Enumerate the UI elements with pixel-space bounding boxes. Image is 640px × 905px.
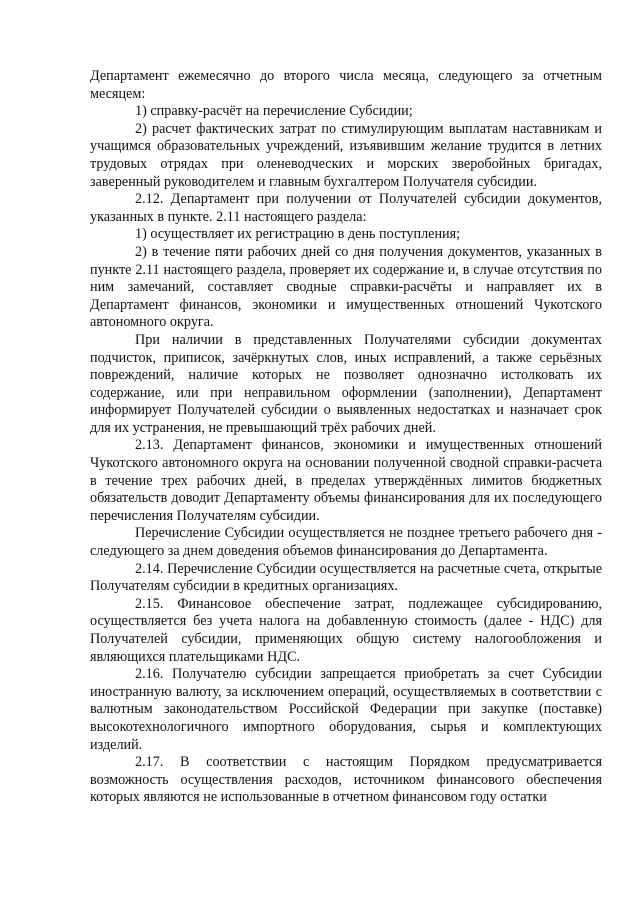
paragraph-item-2-cost-calculation: 2) расчет фактических затрат по стимулирующим выплатам наставникам и учащимся образовательных учреждений, изъявившим желание трудится в летних трудовых отрядах при оленеводческих и морских зверобойных бригадах, заверенный руководителем и главным бухгалтером Получателя субсидии. — [90, 120, 602, 190]
paragraph-intro: Департамент ежемесячно до второго числа месяца, следующего за отчетным месяцем: — [90, 68, 602, 102]
paragraph-2-15: 2.15. Финансовое обеспечение затрат, подлежащее субсидированию, осуществляется без учета налога на добавленную стоимость (далее - НДС) для Получателей субсидии, применяющих общую систему налогообложения и являющихся плательщиками НДС. — [90, 595, 602, 665]
paragraph-item-1-reference: 1) справку-расчёт на перечисление Субсидии; — [135, 103, 413, 120]
paragraph-transfer-deadline: Перечисление Субсидии осуществляется не позднее третьего рабочего дня - следующего за днем доведения объемов финансирования до Департамента. — [90, 525, 602, 560]
paragraph-2-17: 2.17. В соответствии с настоящим Порядком предусматривается возможность осуществления расходов, источником финансового обеспечения которых являются не использованные в отчетном финансовом году остатки — [90, 754, 602, 806]
paragraph-2-13: 2.13. Департамент финансов, экономики и имущественных отношений Чукотского автономного округа на основании полученной сводной справки-расчета в течение трех рабочих дней, в пределах утверждённых лимитов бюджетных обязательств доводит Департаменту объемы финансирования для их последующего перечисления Получателям субсидии. — [90, 437, 602, 524]
paragraph-deficiencies: При наличии в представленных Получателями субсидии документах подчисток, приписок, зачёркнутых слов, иных исправлений, а также серьёзных повреждений, наличие которых не позволяет однозначно истолковать их содержание, или при неправильном оформлении (заполнении), Департамент информирует Получателей субсидии о выявленных недостатках и назначает срок для их устранения, не превышающий трёх рабочих дней. — [90, 331, 602, 436]
paragraph-2-16: 2.16. Получателю субсидии запрещается приобретать за счет Субсидии иностранную валюту, за исключением операций, осуществляемых в соответствии с валютным законодательством Российской Федерации при закупке (поставке) высокотехнологичного импортного оборудования, сырья и комплектующих изделий. — [90, 666, 602, 753]
document-page — [90, 68, 602, 807]
paragraph-2-12-item-1: 1) осуществляет их регистрацию в день поступления; — [135, 226, 461, 243]
paragraph-2-14: 2.14. Перечисление Субсидии осуществляется на расчетные счета, открытые Получателям субсидии в кредитных организациях. — [90, 560, 602, 595]
paragraph-2-12-item-2: 2) в течение пяти рабочих дней со дня получения документов, указанных в пункте 2.11 настоящего раздела, проверяет их содержание и, в случае отсутствия по ним замечаний, составляет сводные справки-расчёты и направляет их в Департамент финансов, экономики и имущественных отношений Чукотского автономного округа. — [90, 243, 602, 331]
paragraph-2-12: 2.12. Департамент при получении от Получателей субсидии документов, указанных в пункте. 2.11 настоящего раздела: — [90, 191, 602, 225]
